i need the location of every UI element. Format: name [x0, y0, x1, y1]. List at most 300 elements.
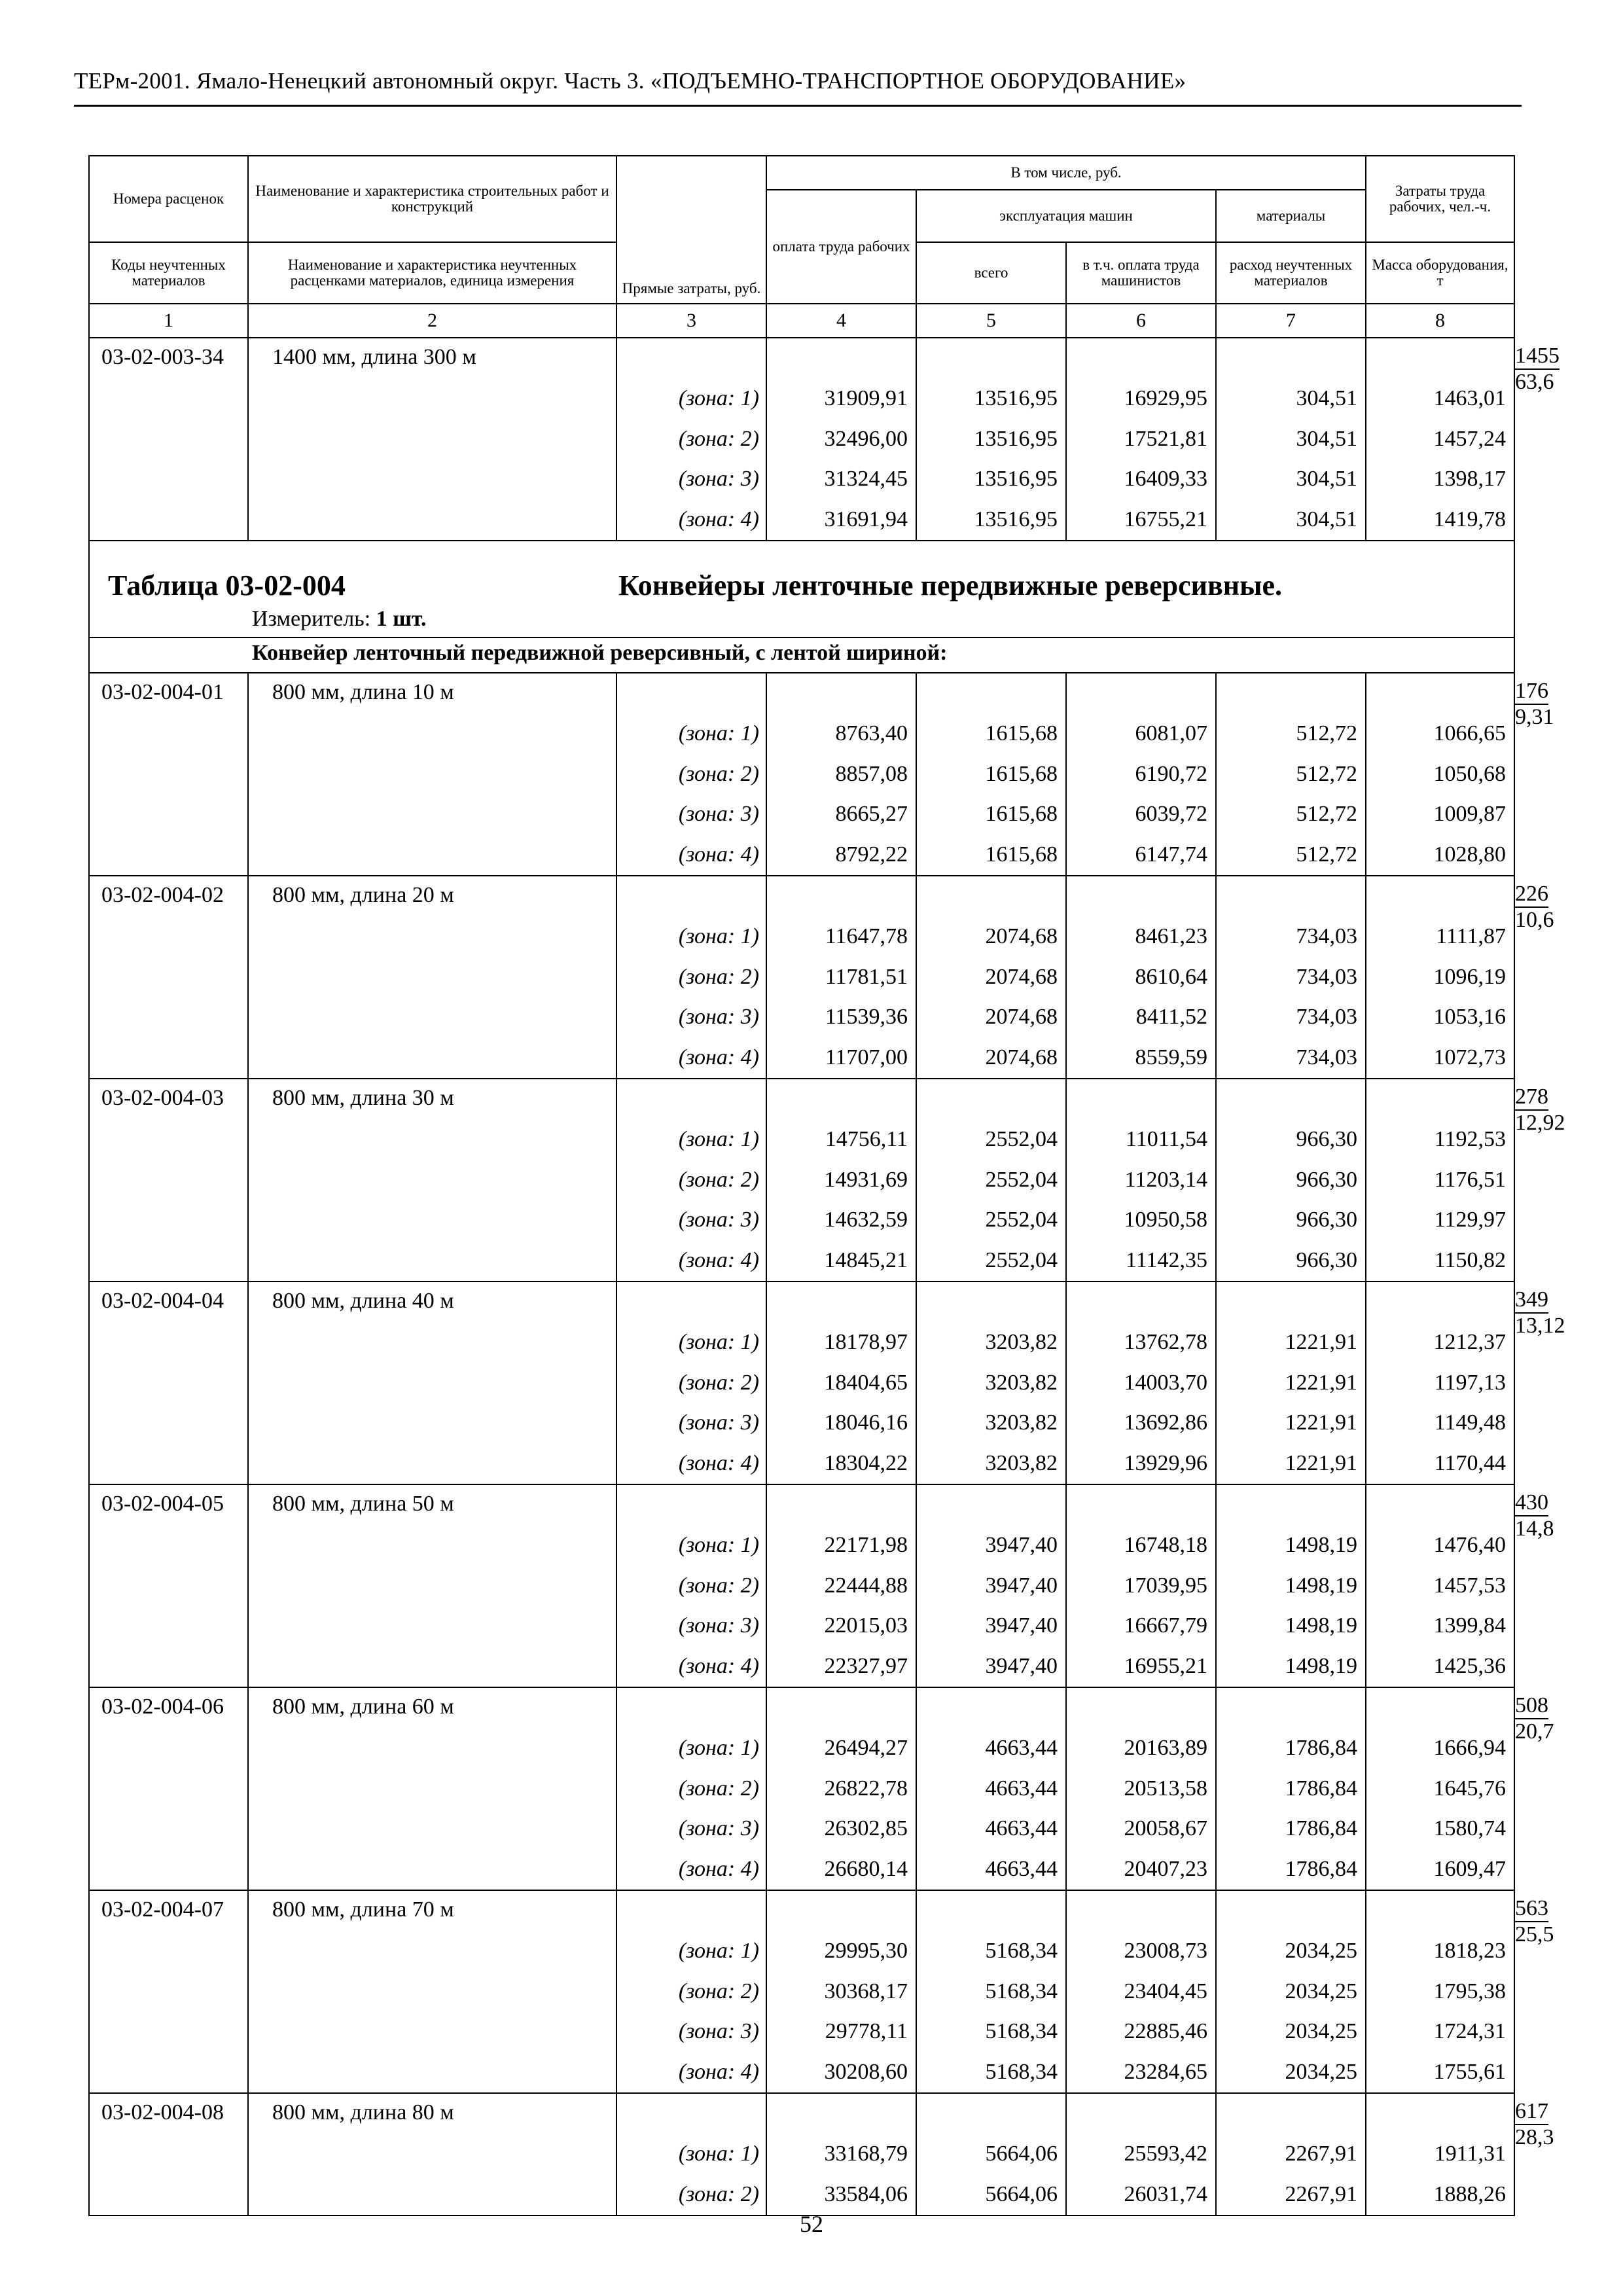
- materials-cost: 1129,97: [1434, 1208, 1507, 1232]
- materials-cost: 1111,87: [1436, 924, 1507, 948]
- wages: 2074,68: [985, 1045, 1058, 1069]
- materials-cost: 1149,48: [1434, 1410, 1507, 1435]
- column-numbers-row: [89, 304, 1514, 338]
- direct-cost: 18404,65: [824, 1370, 908, 1395]
- zone: (зона: 3): [678, 802, 759, 826]
- column-number: 2: [248, 304, 616, 338]
- table-title: Конвейеры ленточные передвижные реверсивные.: [618, 569, 1283, 601]
- wages: 5664,06: [985, 2142, 1058, 2166]
- operators-wages: 2034,25: [1285, 2019, 1358, 2043]
- wages: 2552,04: [985, 1247, 1058, 1272]
- wages-list: [916, 1484, 1066, 1687]
- materials-list: [1366, 1079, 1514, 1282]
- direct-cost-list: [766, 1890, 916, 2093]
- labor-value: 176: [1515, 679, 1548, 705]
- operators-list: [1216, 673, 1366, 876]
- wages-list: [916, 673, 1066, 876]
- direct-cost: 22015,03: [824, 1613, 908, 1638]
- direct-cost: 11539,36: [825, 1005, 908, 1029]
- header-col8-bottom: Масса оборудования, т: [1366, 242, 1514, 304]
- column-number: 7: [1216, 304, 1366, 338]
- header-col3: Прямые затраты, руб.: [616, 156, 766, 304]
- column-number: 5: [916, 304, 1066, 338]
- direct-cost: 26822,78: [824, 1776, 908, 1801]
- zone: (зона: 2): [678, 964, 759, 989]
- materials-cost: 1724,31: [1433, 2019, 1507, 2043]
- machines-total: 20407,23: [1124, 1856, 1207, 1881]
- operators-wages: 966,30: [1296, 1247, 1358, 1272]
- zone: (зона: 2): [678, 1370, 759, 1395]
- zone: (зона: 4): [678, 1045, 759, 1069]
- machines-total: 17039,95: [1124, 1573, 1207, 1598]
- table-row: [89, 1282, 1514, 1484]
- machines-total: 16929,95: [1124, 386, 1207, 410]
- machines-total: 16955,21: [1124, 1653, 1207, 1678]
- rate-name: 800 мм, длина 50 м: [248, 1484, 616, 1687]
- rate-code: 03-02-004-08: [89, 2093, 248, 2215]
- operators-list: [1216, 2093, 1366, 2215]
- machines-total: 20058,67: [1124, 1816, 1207, 1840]
- unit-value: 1 шт.: [376, 607, 427, 631]
- header-col1-bottom: Коды неучтенных материалов: [89, 242, 248, 304]
- header-materials: материалы: [1216, 190, 1366, 242]
- table-row: [89, 673, 1514, 876]
- materials-cost: 1028,80: [1433, 842, 1507, 867]
- machines-list: [1066, 1484, 1216, 1687]
- zone: (зона: 1): [678, 721, 759, 745]
- zone: (зона: 3): [678, 1005, 759, 1029]
- materials-list: [1366, 1687, 1514, 1890]
- operators-wages: 1221,91: [1285, 1450, 1358, 1475]
- mass-value: 9,31: [1515, 705, 1554, 729]
- operators-wages: 1498,19: [1285, 1573, 1358, 1598]
- wages-list: [916, 2093, 1066, 2215]
- mass-value: 10,6: [1515, 908, 1554, 932]
- machines-total: 13692,86: [1124, 1410, 1207, 1435]
- table-row: [89, 876, 1514, 1079]
- wages: 2074,68: [985, 964, 1058, 989]
- direct-cost: 18178,97: [824, 1330, 908, 1354]
- operators-wages: 1786,84: [1285, 1776, 1358, 1801]
- machines-list: [1066, 673, 1216, 876]
- operators-wages: 1498,19: [1285, 1653, 1358, 1678]
- header-col1-top: Номера расценок: [89, 156, 248, 242]
- rate-name: 800 мм, длина 40 м: [248, 1282, 616, 1484]
- materials-cost: 1150,82: [1434, 1247, 1507, 1272]
- machines-total: 25593,42: [1124, 2142, 1207, 2166]
- machines-total: 8411,52: [1135, 1005, 1207, 1029]
- wages-list: [916, 1687, 1066, 1890]
- wages: 3947,40: [985, 1613, 1058, 1638]
- operators-list: [1216, 338, 1366, 541]
- materials-list: [1366, 1890, 1514, 2093]
- operators-wages: 304,51: [1296, 386, 1358, 410]
- zone: (зона: 2): [678, 1167, 759, 1192]
- materials-list: [1366, 338, 1514, 541]
- materials-cost: 1050,68: [1433, 761, 1507, 786]
- operators-wages: 1221,91: [1285, 1330, 1358, 1354]
- rate-code: 03-02-004-03: [89, 1079, 248, 1282]
- zone: (зона: 1): [678, 1330, 759, 1354]
- machines-total: 16748,18: [1124, 1533, 1207, 1557]
- machines-total: 6081,07: [1135, 721, 1207, 745]
- machines-total: 13762,78: [1124, 1330, 1207, 1354]
- operators-wages: 966,30: [1296, 1208, 1358, 1232]
- operators-list: [1216, 1079, 1366, 1282]
- section-title: Конвейер ленточный передвижной реверсивный, с лентой шириной:: [89, 637, 1514, 673]
- wages: 5168,34: [985, 1939, 1058, 1963]
- direct-cost: 26302,85: [824, 1816, 908, 1840]
- zone: (зона: 4): [678, 1856, 759, 1881]
- materials-cost: 1053,16: [1433, 1005, 1507, 1029]
- rate-name: 1400 мм, длина 300 м: [248, 338, 616, 541]
- wages: 1615,68: [985, 721, 1058, 745]
- wages: 5168,34: [985, 2019, 1058, 2043]
- rate-code: 03-02-004-04: [89, 1282, 248, 1484]
- wages-list: [916, 876, 1066, 1079]
- header-col2-top: Наименование и характеристика строительных работ и конструкций: [248, 156, 616, 242]
- wages-list: [916, 338, 1066, 541]
- zone-list: [616, 1890, 766, 2093]
- operators-list: [1216, 1890, 1366, 2093]
- mass-value: 25,5: [1515, 1922, 1554, 1946]
- operators-wages: 1786,84: [1285, 1856, 1358, 1881]
- labor-value: 226: [1515, 882, 1548, 908]
- zone-list: [616, 1687, 766, 1890]
- wages: 13516,95: [974, 507, 1058, 531]
- materials-list: [1366, 673, 1514, 876]
- mass-value: 28,3: [1515, 2125, 1554, 2149]
- machines-list: [1066, 1079, 1216, 1282]
- wages: 3947,40: [985, 1653, 1058, 1678]
- wages-list: [916, 1890, 1066, 2093]
- machines-total: 6147,74: [1135, 842, 1207, 867]
- direct-cost: 22171,98: [824, 1533, 908, 1557]
- wages: 3203,82: [985, 1330, 1058, 1354]
- machines-list: [1066, 876, 1216, 1079]
- machines-total: 6039,72: [1135, 802, 1207, 826]
- machines-total: 22885,46: [1124, 2019, 1207, 2043]
- zone: (зона: 1): [678, 2142, 759, 2166]
- direct-cost-list: [766, 2093, 916, 2215]
- rate-code: 03-02-004-06: [89, 1687, 248, 1890]
- table-row: [89, 1890, 1514, 2093]
- wages: 2552,04: [985, 1167, 1058, 1192]
- direct-cost: 11707,00: [825, 1045, 908, 1069]
- zone: (зона: 3): [678, 1208, 759, 1232]
- direct-cost: 22444,88: [824, 1573, 908, 1598]
- mass-value: 20,7: [1515, 1719, 1554, 1744]
- materials-list: [1366, 2093, 1514, 2215]
- wages: 1615,68: [985, 761, 1058, 786]
- rate-code: 03-02-004-05: [89, 1484, 248, 1687]
- direct-cost-list: [766, 1079, 916, 1282]
- materials-list: [1366, 1282, 1514, 1484]
- zone: (зона: 2): [678, 426, 759, 451]
- column-number: 6: [1066, 304, 1216, 338]
- materials-cost: 1419,78: [1433, 507, 1507, 531]
- zone: (зона: 2): [678, 1573, 759, 1598]
- zone: (зона: 3): [678, 1410, 759, 1435]
- labor-value: 430: [1515, 1490, 1548, 1516]
- machines-total: 8610,64: [1135, 964, 1207, 989]
- operators-wages: 512,72: [1296, 802, 1358, 826]
- operators-wages: 2267,91: [1285, 2142, 1358, 2166]
- direct-cost: 11781,51: [825, 964, 908, 989]
- mass-value: 63,6: [1515, 370, 1554, 394]
- direct-cost: 31691,94: [824, 507, 908, 531]
- materials-cost: 1755,61: [1433, 2059, 1507, 2084]
- operators-wages: 304,51: [1296, 507, 1358, 531]
- machines-total: 16755,21: [1124, 507, 1207, 531]
- labor-value: 563: [1515, 1896, 1548, 1922]
- header-col6: в т.ч. оплата труда машинистов: [1066, 242, 1216, 304]
- labor-value: 349: [1515, 1287, 1548, 1314]
- mass-value: 14,8: [1515, 1516, 1554, 1541]
- direct-cost: 33168,79: [824, 2142, 908, 2166]
- machines-total: 17521,81: [1124, 426, 1207, 451]
- header-col7: расход неучтенных материалов: [1216, 242, 1366, 304]
- header-col2-bottom: Наименование и характеристика неучтенных расценками материалов, единица измерения: [248, 242, 616, 304]
- operators-wages: 1498,19: [1285, 1613, 1358, 1638]
- machines-list: [1066, 1890, 1216, 2093]
- operators-wages: 1221,91: [1285, 1370, 1358, 1395]
- wages: 4663,44: [985, 1776, 1058, 1801]
- direct-cost-list: [766, 338, 916, 541]
- materials-cost: 1888,26: [1433, 2181, 1507, 2206]
- zone-list: [616, 876, 766, 1079]
- machines-total: 26031,74: [1124, 2181, 1207, 2206]
- table-unit: [252, 607, 427, 632]
- materials-cost: 1911,31: [1434, 2142, 1507, 2166]
- zone: (зона: 4): [678, 1653, 759, 1678]
- direct-cost: 8763,40: [835, 721, 908, 745]
- wages: 13516,95: [974, 426, 1058, 451]
- column-number: 1: [89, 304, 248, 338]
- direct-cost: 14931,69: [824, 1167, 908, 1192]
- operators-wages: 304,51: [1296, 467, 1358, 491]
- machines-total: 10950,58: [1124, 1208, 1207, 1232]
- machines-total: 11203,14: [1124, 1167, 1207, 1192]
- operators-wages: 1498,19: [1285, 1533, 1358, 1557]
- table-items: [89, 673, 1565, 2215]
- operators-wages: 1786,84: [1285, 1816, 1358, 1840]
- unit-label: Измеритель:: [252, 607, 371, 631]
- materials-cost: 1170,44: [1434, 1450, 1507, 1475]
- header-col4: оплата труда рабочих: [766, 190, 916, 304]
- direct-cost-list: [766, 876, 916, 1079]
- table-row: [89, 2093, 1514, 2215]
- machines-total: 23008,73: [1124, 1939, 1207, 1963]
- machines-list: [1066, 2093, 1216, 2215]
- materials-cost: 1645,76: [1433, 1776, 1507, 1801]
- zone: (зона: 2): [678, 1979, 759, 2003]
- machines-total: 23404,45: [1124, 1979, 1207, 2003]
- materials-cost: 1096,19: [1433, 964, 1507, 989]
- wages: 13516,95: [974, 386, 1058, 410]
- operators-list: [1216, 1484, 1366, 1687]
- materials-cost: 1066,65: [1433, 721, 1507, 745]
- operators-list: [1216, 1687, 1366, 1890]
- direct-cost: 32496,00: [824, 426, 908, 451]
- zone-list: [616, 338, 766, 541]
- labor-value: 617: [1515, 2099, 1548, 2125]
- machines-total: 20163,89: [1124, 1736, 1207, 1760]
- direct-cost: 29995,30: [824, 1939, 908, 1963]
- zone-list: [616, 1079, 766, 1282]
- column-number: 3: [616, 304, 766, 338]
- table-row: [89, 1687, 1514, 1890]
- operators-wages: 966,30: [1296, 1167, 1358, 1192]
- materials-cost: 1009,87: [1433, 802, 1507, 826]
- direct-cost: 18046,16: [824, 1410, 908, 1435]
- wages: 5664,06: [985, 2181, 1058, 2206]
- zone: (зона: 3): [678, 2019, 759, 2043]
- operators-wages: 734,03: [1296, 1005, 1358, 1029]
- machines-total: 14003,70: [1124, 1370, 1207, 1395]
- rate-code: 03-02-003-34: [89, 338, 248, 541]
- materials-cost: 1609,47: [1433, 1856, 1507, 1881]
- rate-code: 03-02-004-07: [89, 1890, 248, 2093]
- rate-code: 03-02-004-02: [89, 876, 248, 1079]
- machines-total: 23284,65: [1124, 2059, 1207, 2084]
- materials-cost: 1476,40: [1433, 1533, 1507, 1557]
- wages: 5168,34: [985, 2059, 1058, 2084]
- operators-wages: 512,72: [1296, 721, 1358, 745]
- machines-total: 11142,35: [1126, 1247, 1207, 1272]
- header-rule: [74, 105, 1522, 107]
- materials-list: [1366, 1484, 1514, 1687]
- zone-list: [616, 1282, 766, 1484]
- direct-cost: 22327,97: [824, 1653, 908, 1678]
- operators-wages: 1786,84: [1285, 1736, 1358, 1760]
- rate-name: 800 мм, длина 70 м: [248, 1890, 616, 2093]
- wages-list: [916, 1079, 1066, 1282]
- materials-cost: 1425,36: [1433, 1653, 1507, 1678]
- zone: (зона: 3): [678, 1816, 759, 1840]
- wages: 4663,44: [985, 1736, 1058, 1760]
- rate-name: 800 мм, длина 60 м: [248, 1687, 616, 1890]
- wages: 2552,04: [985, 1208, 1058, 1232]
- direct-cost-list: [766, 673, 916, 876]
- labor-value: 508: [1515, 1693, 1548, 1719]
- direct-cost: 18304,22: [824, 1450, 908, 1475]
- wages: 3203,82: [985, 1450, 1058, 1475]
- zone: (зона: 2): [678, 2181, 759, 2206]
- materials-cost: 1399,84: [1433, 1613, 1507, 1638]
- wages: 3947,40: [985, 1573, 1058, 1598]
- operators-wages: 734,03: [1296, 1045, 1358, 1069]
- wages: 1615,68: [985, 802, 1058, 826]
- direct-cost-list: [766, 1282, 916, 1484]
- table-title-row: [89, 541, 1514, 637]
- operators-wages: 734,03: [1296, 924, 1358, 948]
- rate-name: 800 мм, длина 10 м: [248, 673, 616, 876]
- zone: (зона: 1): [678, 1939, 759, 1963]
- operators-wages: 734,03: [1296, 964, 1358, 989]
- wages: 3947,40: [985, 1533, 1058, 1557]
- materials-cost: 1457,53: [1433, 1573, 1507, 1598]
- machines-total: 20513,58: [1124, 1776, 1207, 1801]
- header-col5: всего: [916, 242, 1066, 304]
- direct-cost: 30208,60: [824, 2059, 908, 2084]
- wages: 3203,82: [985, 1370, 1058, 1395]
- page-number: 52: [800, 2211, 823, 2237]
- wages: 4663,44: [985, 1816, 1058, 1840]
- table-row: [89, 1484, 1514, 1687]
- operators-wages: 966,30: [1296, 1127, 1358, 1151]
- zone: (зона: 3): [678, 1613, 759, 1638]
- operators-wages: 304,51: [1296, 426, 1358, 451]
- machines-total: 16667,79: [1124, 1613, 1207, 1638]
- operators-wages: 1221,91: [1285, 1410, 1358, 1435]
- machines-total: 6190,72: [1135, 761, 1207, 786]
- zone-list: [616, 2093, 766, 2215]
- materials-list: [1366, 876, 1514, 1079]
- zone: (зона: 2): [678, 1776, 759, 1801]
- operators-wages: 2034,25: [1285, 2059, 1358, 2084]
- zone: (зона: 4): [678, 507, 759, 531]
- wages: 13516,95: [974, 467, 1058, 491]
- rate-name: 800 мм, длина 80 м: [248, 2093, 616, 2215]
- zone-list: [616, 1484, 766, 1687]
- operators-list: [1216, 1282, 1366, 1484]
- zone: (зона: 1): [678, 924, 759, 948]
- direct-cost: 26494,27: [824, 1736, 908, 1760]
- direct-cost-list: [766, 1484, 916, 1687]
- machines-total: 11011,54: [1126, 1127, 1207, 1151]
- direct-cost: 11647,78: [825, 924, 908, 948]
- materials-cost: 1192,53: [1434, 1127, 1507, 1151]
- rate-name: 800 мм, длина 20 м: [248, 876, 616, 1079]
- rates-table: [88, 155, 1565, 2216]
- operators-wages: 2267,91: [1285, 2181, 1358, 2206]
- column-number: 4: [766, 304, 916, 338]
- materials-cost: 1072,73: [1433, 1045, 1507, 1069]
- direct-cost: 14756,11: [825, 1127, 908, 1151]
- header-row-1: [89, 156, 1514, 190]
- direct-cost: 14845,21: [824, 1247, 908, 1272]
- rate-code: 03-02-004-01: [89, 673, 248, 876]
- header-machines: эксплуатация машин: [916, 190, 1216, 242]
- zone: (зона: 3): [678, 467, 759, 491]
- materials-cost: 1457,24: [1433, 426, 1507, 451]
- zone-list: [616, 673, 766, 876]
- direct-cost: 33584,06: [824, 2181, 908, 2206]
- operators-wages: 512,72: [1296, 842, 1358, 867]
- operators-wages: 512,72: [1296, 761, 1358, 786]
- zone: (зона: 1): [678, 1127, 759, 1151]
- wages: 3203,82: [985, 1410, 1058, 1435]
- labor-value: 1455: [1515, 344, 1560, 370]
- materials-cost: 1795,38: [1433, 1979, 1507, 2003]
- table-row: [89, 338, 1514, 541]
- table-row: [89, 1079, 1514, 1282]
- section-row: [89, 637, 1514, 673]
- mass-value: 13,12: [1515, 1314, 1565, 1338]
- zone: (зона: 4): [678, 842, 759, 867]
- column-number: 8: [1366, 304, 1514, 338]
- materials-cost: 1463,01: [1433, 386, 1507, 410]
- operators-wages: 2034,25: [1285, 1979, 1358, 2003]
- table-number: Таблица 03-02-004: [108, 569, 346, 601]
- direct-cost: 31909,91: [824, 386, 908, 410]
- zone: (зона: 2): [678, 761, 759, 786]
- materials-cost: 1818,23: [1433, 1939, 1507, 1963]
- direct-cost: 14632,59: [824, 1208, 908, 1232]
- machines-list: [1066, 338, 1216, 541]
- materials-cost: 1398,17: [1433, 467, 1507, 491]
